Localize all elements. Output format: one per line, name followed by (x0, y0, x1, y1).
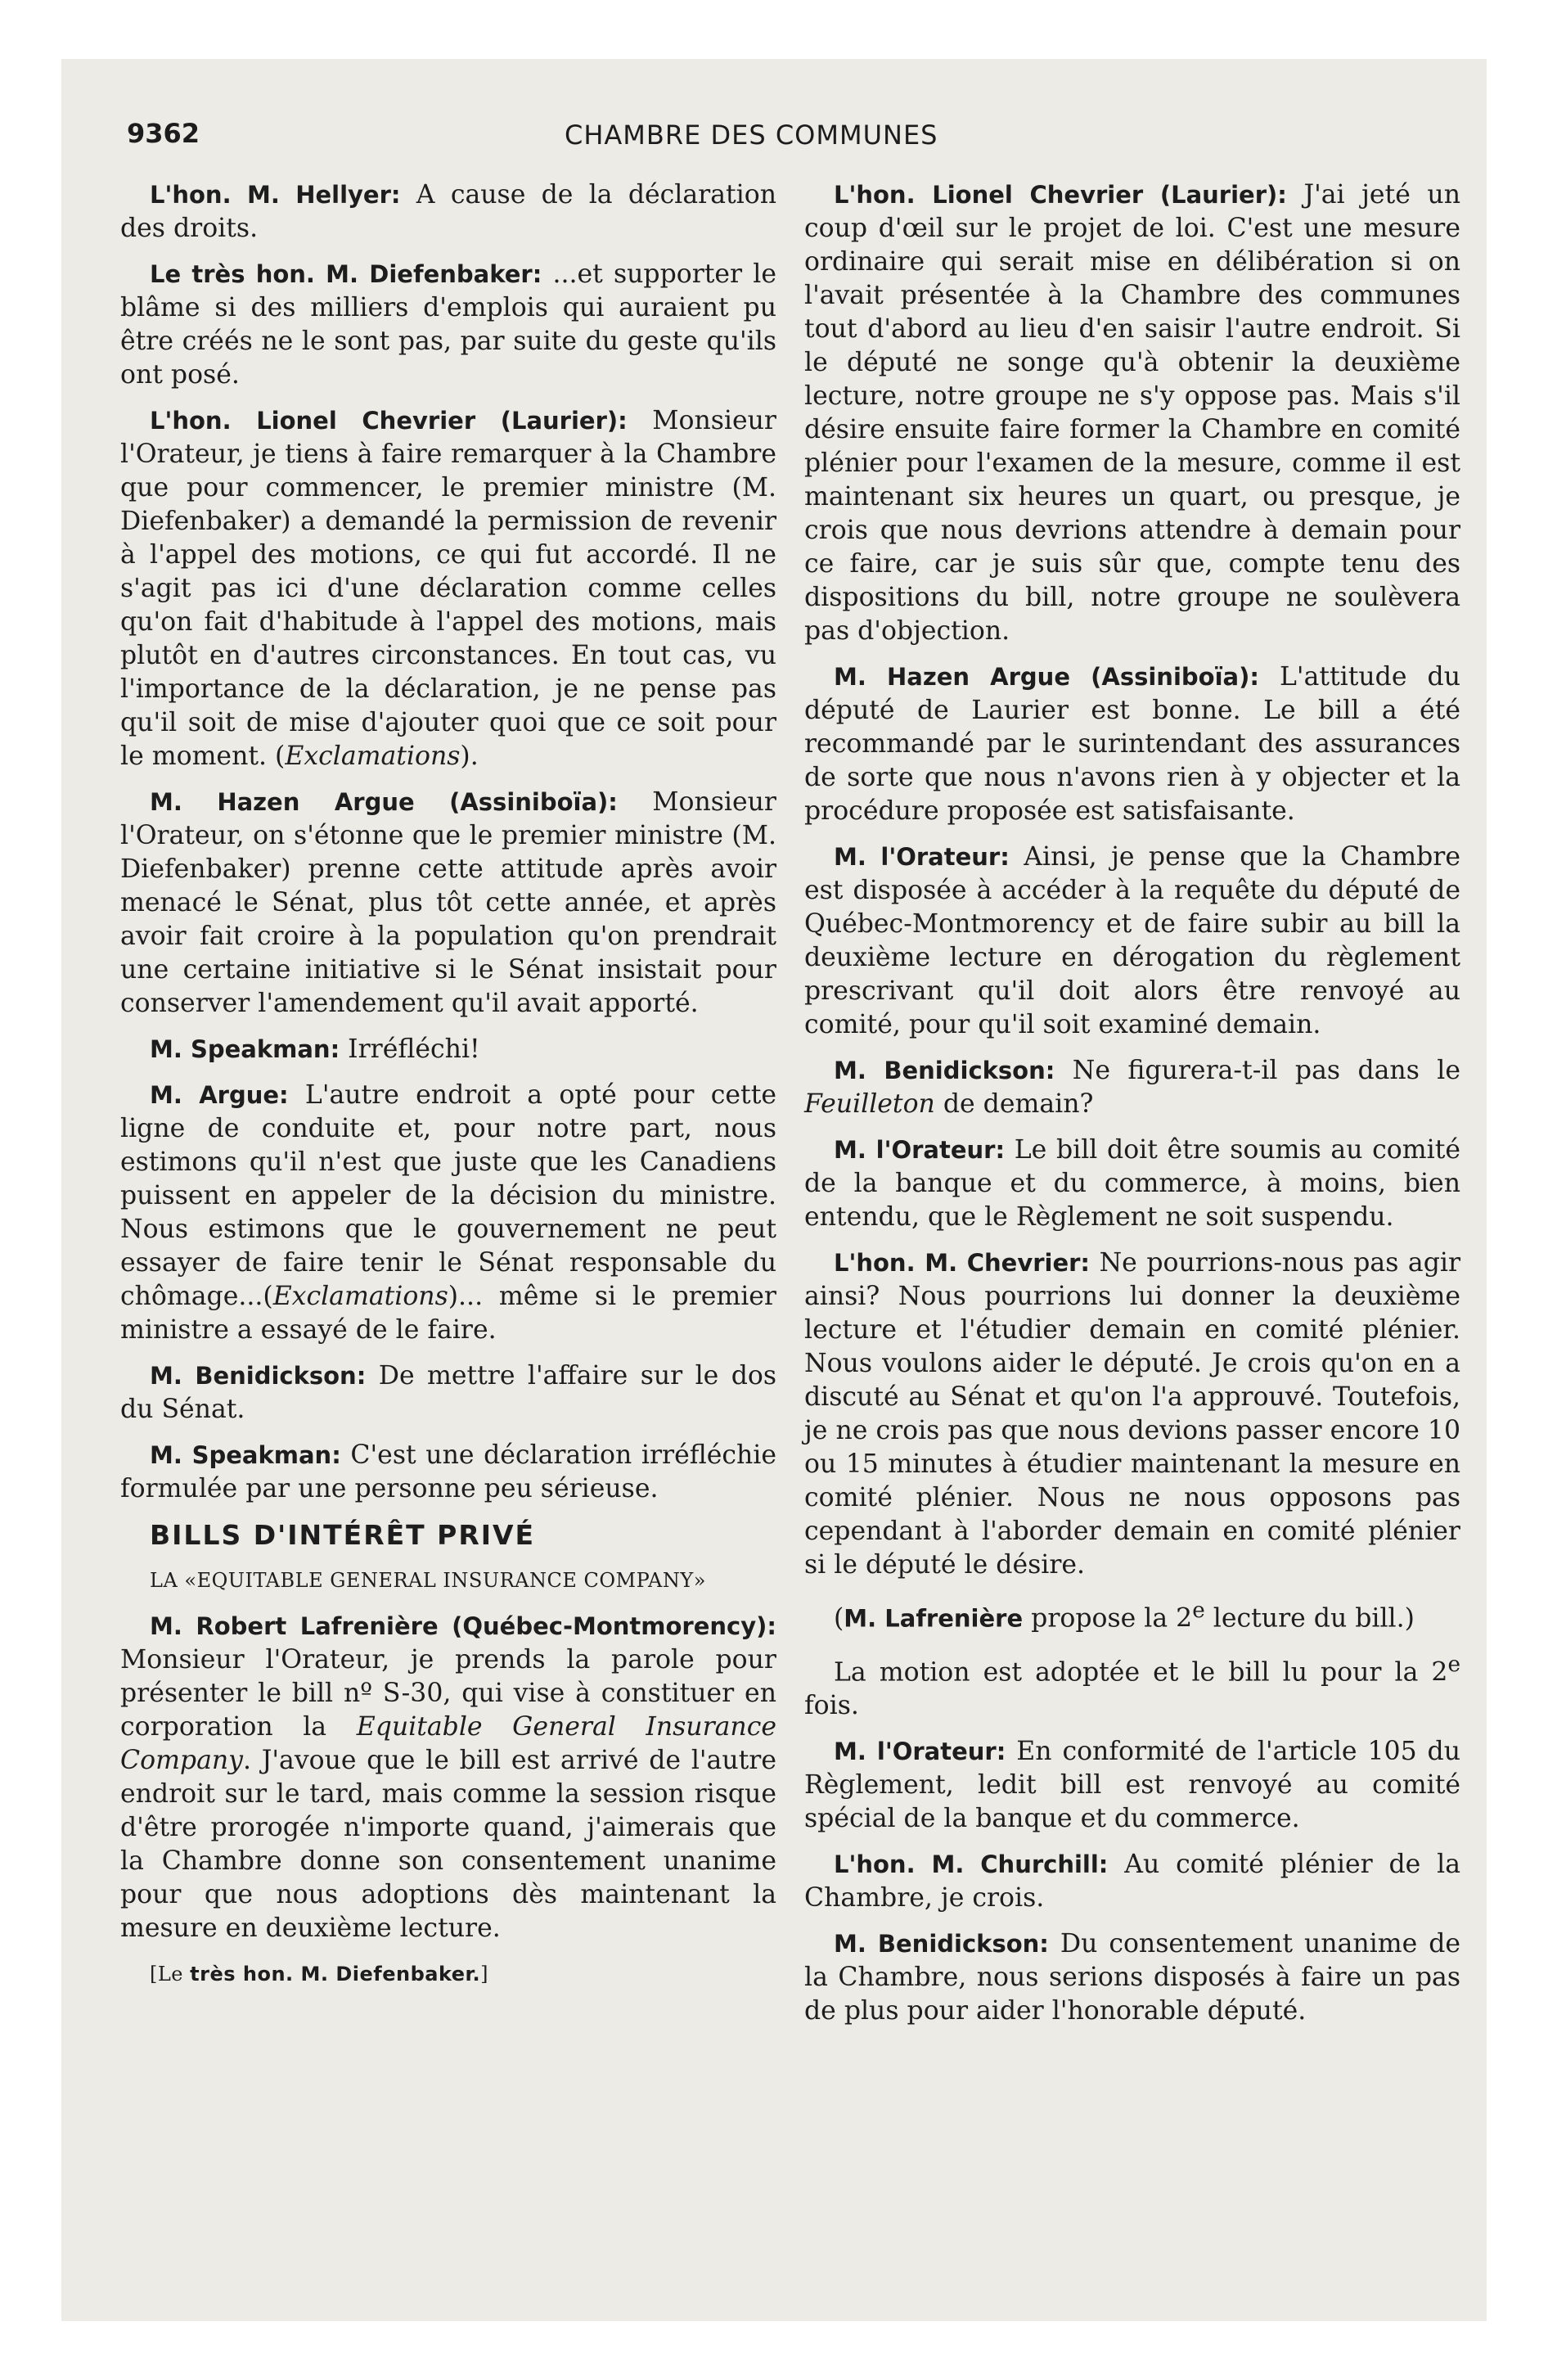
speech-text: Monsieur l'Orateur, je prends la parole pour présenter le bill nº S-30, qui vise à constituer en corporation la (120, 1645, 776, 1742)
speaker-name: L'hon. Lionel Chevrier (Laurier): (150, 407, 628, 435)
speaker-name: L'hon. M. Chevrier: (834, 1249, 1091, 1277)
paragraph (120, 1439, 776, 1506)
paragraph (120, 258, 776, 392)
paragraph (120, 1610, 776, 1945)
paragraph (120, 1033, 776, 1066)
paragraph (120, 178, 776, 246)
speech-text: propose la 2 (1023, 1603, 1193, 1634)
speech-text: de demain? (934, 1089, 1094, 1119)
speech-text: ...et supporter le blâme si des milliers d'emplois qui auraient pu être créés ne le sont pas, par suite du geste qu'ils ont posé. (120, 259, 776, 390)
section-title: BILLS D'INTÉRÊT PRIVÉ (150, 1519, 536, 1551)
speech-text: . J'avoue que le bill est arrivé de l'autre endroit sur le tard, mais comme la session risque d'être prorogée n'importe quand, j'aimerais que la Chambre donne son consentement unanime pour que nous adoptions dès maintenant la mesure en deuxième lecture. (120, 1746, 776, 1943)
right-column (804, 178, 1460, 2040)
speaker-name: L'hon. M. Churchill: (834, 1850, 1109, 1878)
speech-text: A cause de la déclaration des droits. (120, 180, 776, 243)
italic-text: Exclamations (272, 1282, 448, 1311)
footnote-speaker: très hon. M. Diefenbaker. (190, 1963, 481, 1986)
speech-text: Irréfléchi! (340, 1034, 480, 1064)
paragraph (804, 1648, 1460, 1724)
speech-text: lecture du bill.) (1204, 1603, 1415, 1634)
section-subtitle: LA «EQUITABLE GENERAL INSURANCE COMPANY» (150, 1569, 706, 1592)
speech-text: Ne figurera-t-il pas dans le (1055, 1056, 1461, 1085)
speaker-name: L'hon. Lionel Chevrier (Laurier): (834, 181, 1287, 209)
paragraph (120, 1079, 776, 1347)
superscript: e (1447, 1652, 1460, 1677)
italic-text: Feuilleton (804, 1089, 935, 1119)
speaker-name: M. l'Orateur: (834, 1738, 1006, 1765)
speaker-name: M. Robert Lafrenière (Québec-Montmorency): (150, 1612, 776, 1640)
paragraph (120, 786, 776, 1021)
paragraph (804, 1246, 1460, 1582)
speaker-name: M. Argue: (150, 1081, 289, 1109)
italic-text: Exclamations (285, 741, 461, 771)
speech-text: C'est une déclaration irréfléchie formulée par une personne peu sérieuse. (120, 1440, 777, 1503)
speech-text: L'autre endroit a opté pour cette ligne de conduite et, pour notre part, nous estimons qu'il n'est que juste que les Canadiens puissent en appeler de la décision du ministre. Nous estimons que le gouvernement ne peut essayer de faire tenir le Sénat responsable du chômage...( (120, 1080, 776, 1311)
bracket-open: [Le (150, 1963, 191, 1986)
speaker-name: M. Benidickson: (834, 1057, 1055, 1084)
superscript: e (1192, 1598, 1205, 1623)
page-number: 9362 (127, 118, 200, 149)
paragraph (804, 1927, 1460, 2028)
speech-text: Ainsi, je pense que la Chambre est disposée à accéder à la requête du député de Québec-Montmorency et de faire subir au bill la deuxième lecture en dérogation du règlement prescrivant qu'il doit alors être renvoyé au comité, pour qu'il soit examiné demain. (804, 842, 1460, 1039)
speech-text: Ne pourrions-nous pas agir ainsi? Nous pourrions lui donner la deuxième lecture et l'étudier demain en comité plénier. Nous voulons aider le député. Je crois qu'on en a discuté au Sénat et qu'on l'a approuvé. Toutefois, je ne crois pas que nous devions passer encore 10 ou 15 minutes à étudier maintenant la mesure en comité plénier. Nous ne nous opposons pas cependant à l'aborder demain en comité plénier si le député le désire. (804, 1248, 1460, 1580)
paren-open: ( (834, 1603, 844, 1634)
speech-text: fois. (804, 1691, 859, 1720)
speaker-name: M. l'Orateur: (834, 843, 1010, 871)
italic-text: Equitable General Insurance Company (120, 1712, 777, 1775)
speaker-name: M. Speakman: (150, 1441, 341, 1469)
speech-text: )... même si le premier ministre a essayé de le faire. (120, 1282, 776, 1345)
paragraph (804, 1594, 1460, 1636)
paragraph (804, 178, 1460, 648)
paragraph (804, 841, 1460, 1042)
speaker-name: M. Lafrenière (844, 1604, 1024, 1633)
speech-text: Monsieur l'Orateur, on s'étonne que le premier ministre (M. Diefenbaker) prenne cette attitude après avoir menacé le Sénat, plus tôt cette année, et après avoir fait croire à la population qu'on prendrait une certaine initiative si le Sénat insistait pour conserver l'amendement qu'il avait apporté. (120, 787, 776, 1018)
running-title: CHAMBRE DES COMMUNES (565, 119, 938, 151)
left-column (120, 178, 776, 2004)
speech-text: La motion est adoptée et le bill lu pour la 2 (834, 1657, 1448, 1687)
speaker-name: M. Benidickson: (834, 1930, 1049, 1958)
speaker-footnote (120, 1958, 776, 1991)
speech-text: En conformité de l'article 105 du Règlement, ledit bill est renvoyé au comité spécial de la banque et du commerce. (804, 1737, 1460, 1833)
speech-text: Monsieur l'Orateur, je tiens à faire remarquer à la Chambre que pour commencer, le premier ministre (M. Diefenbaker) a demandé la permission de revenir à l'appel des motions, ce qui fut accordé. Il ne s'agit pas ici d'une déclaration comme celles qu'on fait d'habitude à l'appel des motions, mais plutôt en d'autres circonstances. En tout cas, vu l'importance de la déclaration, je ne pense pas qu'il soit de mise d'ajouter quoi que ce soit pour le moment. ( (120, 406, 776, 771)
speaker-name: M. Hazen Argue (Assiniboïa): (834, 663, 1259, 691)
speech-text: De mettre l'affaire sur le dos du Sénat. (120, 1361, 776, 1424)
paragraph (804, 1134, 1460, 1234)
bracket-close: ] (480, 1963, 488, 1986)
speaker-name: M. Benidickson: (150, 1362, 367, 1390)
speech-text: L'attitude du député de Laurier est bonne. Le bill a été recommandé par le surintendant des assurances de sorte que nous n'avons rien à y objecter et la procédure proposée est satisfaisante. (804, 662, 1460, 826)
speaker-name: M. Hazen Argue (Assiniboïa): (150, 788, 618, 816)
speaker-name: L'hon. M. Hellyer: (150, 181, 401, 209)
speaker-name: M. Speakman: (150, 1035, 340, 1063)
speaker-name: Le très hon. M. Diefenbaker: (150, 260, 542, 288)
paragraph (120, 1359, 776, 1427)
speaker-name: M. l'Orateur: (834, 1136, 1006, 1164)
speech-text: J'ai jeté un coup d'œil sur le projet de loi. C'est une mesure ordinaire qui serait mise en délibération si on l'avait présentée à la Chambre des communes tout d'abord au lieu d'en saisir l'autre endroit. Si le député ne songe qu'à obtenir la deuxième lecture, notre groupe ne s'y oppose pas. Mais s'il désire ensuite faire former la Chambre en comité plénier pour l'examen de la mesure, comme il est maintenant six heures un quart, ou presque, je crois que nous devrions attendre à demain pour ce faire, car je suis sûr que, compte tenu des dispositions du bill, notre groupe ne soulèvera pas d'objection. (804, 180, 1461, 646)
paragraph (804, 1735, 1460, 1836)
speech-text: Au comité plénier de la Chambre, je crois. (804, 1850, 1460, 1913)
paragraph (804, 660, 1460, 828)
speech-text: Du consentement unanime de la Chambre, nous serions disposés à faire un pas de plus pour aider l'honorable député. (804, 1929, 1460, 2026)
paragraph (120, 404, 776, 773)
paragraph (804, 1054, 1460, 1121)
speech-text: ). (460, 741, 479, 771)
speech-text: Le bill doit être soumis au comité de la banque et du commerce, à moins, bien entendu, que le Règlement ne soit suspendu. (804, 1135, 1461, 1232)
paragraph (804, 1848, 1460, 1915)
